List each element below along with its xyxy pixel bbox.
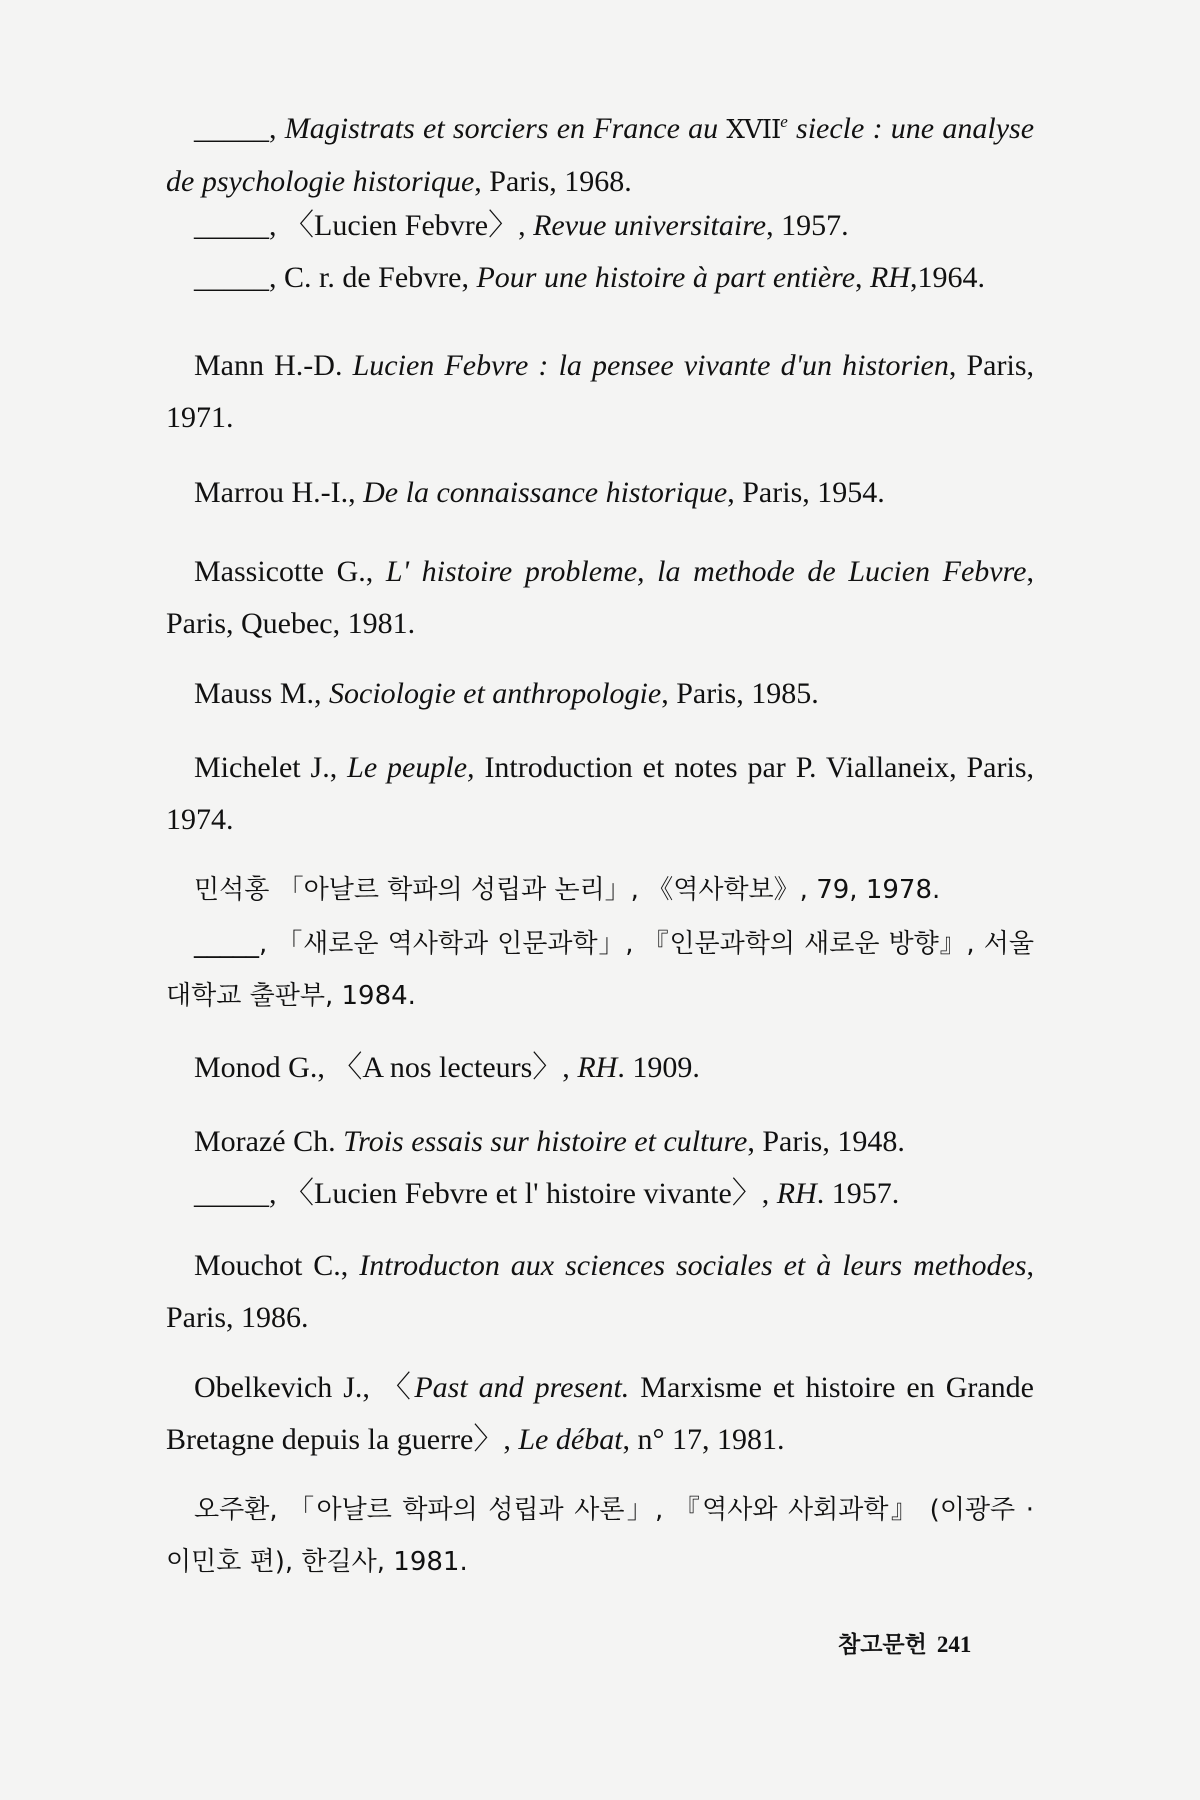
entry-rest: , Paris, Quebec, 1981. bbox=[166, 555, 1034, 640]
bib-entry-oh bbox=[166, 1484, 1034, 1588]
repeat-author-dash: _____ bbox=[194, 261, 269, 294]
bib-entry-mandrou-c: _____, C. r. de Febvre, Pour une histoire à part entière, RH,1964. bbox=[194, 261, 986, 294]
entry-text: 〈Lucien Febvre〉, bbox=[284, 209, 534, 242]
entry-text: 「새로운 역사학과 인문과학」, 『인문과학의 새로운 방향』, 서울대학교 출판부, 1984. bbox=[166, 929, 1034, 1011]
entry-sep: , bbox=[855, 261, 871, 294]
entry-rest: . 1909. bbox=[617, 1051, 700, 1084]
bib-entry-obelkevich bbox=[166, 1362, 1034, 1466]
page-number: 241 bbox=[936, 1632, 972, 1657]
entry-rest: , Paris, 1954. bbox=[727, 476, 885, 509]
repeat-author-dash: _____ bbox=[194, 1177, 269, 1210]
entry-journal: RH bbox=[577, 1051, 618, 1084]
entry-text: 민석홍 「아날르 학파의 성립과 논리」, 《역사학보》, 79, 1978. bbox=[194, 875, 941, 905]
entry-journal: RH bbox=[870, 261, 911, 294]
footer-label: 참고문헌 bbox=[838, 1632, 927, 1658]
entry-journal: Le débat bbox=[518, 1423, 623, 1456]
entry-author: Mouchot C., bbox=[194, 1249, 360, 1282]
bib-entry-moraze-a bbox=[166, 1116, 1034, 1168]
entry-text: C. r. de Febvre, bbox=[284, 261, 477, 294]
entry-title: Magistrats et sorciers en France au bbox=[284, 112, 719, 145]
bib-entry-mann bbox=[166, 340, 1034, 444]
bib-entry-mandrou-b: _____, 〈Lucien Febvre〉, Revue universitaire, 1957. bbox=[194, 209, 849, 242]
entry-title: L' histoire probleme, la methode de Lucien Febvre bbox=[385, 555, 1027, 588]
entry-open-bracket: 〈 bbox=[380, 1371, 415, 1404]
entry-rest: ,1964. bbox=[910, 261, 986, 294]
entry-title: Pour une histoire à part entière bbox=[476, 261, 856, 294]
repeat-author-dash: _____ bbox=[194, 209, 269, 242]
entry-author: Michelet J., bbox=[194, 751, 348, 784]
bib-entry-mauss bbox=[166, 668, 1034, 720]
entry-title: Trois essais sur histoire et culture bbox=[343, 1125, 748, 1158]
entry-title: Past and present. bbox=[414, 1371, 630, 1404]
entry-text: 〈A nos lecteurs〉, bbox=[332, 1051, 578, 1084]
bib-entry-mouchot bbox=[166, 1240, 1034, 1344]
entry-title: Le peuple, bbox=[347, 751, 475, 784]
bib-entry-monod bbox=[166, 1042, 1034, 1094]
entry-rest: , Paris, 1986. bbox=[166, 1249, 1034, 1334]
entry-author: Monod G., bbox=[194, 1051, 333, 1084]
entry-author: Mauss M., bbox=[194, 677, 330, 710]
entry-author: Mann H.-D. bbox=[194, 349, 353, 382]
entry-rest: Introduction et notes par P. Viallaneix, Paris, 1974. bbox=[166, 751, 1034, 836]
entry-title: De la connaissance historique bbox=[363, 476, 728, 509]
repeat-author-dash: _____ bbox=[194, 112, 269, 145]
entry-title: Introducton aux sciences sociales et à leurs methodes bbox=[359, 1249, 1027, 1282]
entry-author: Massicotte G., bbox=[194, 555, 386, 588]
entry-title: Sociologie et anthropologie bbox=[329, 677, 662, 710]
entry-rest: , Paris, 1971. bbox=[166, 349, 1034, 434]
entry-rest: . 1957. bbox=[816, 1177, 900, 1210]
bib-entry-massicotte bbox=[166, 546, 1034, 650]
entry-journal: Revue universitaire bbox=[533, 209, 767, 242]
entry-text: 오주환, 「아날르 학파의 성립과 사론」, 『역사와 사회과학』 (이광주 · 이민호 편), 한길사, 1981. bbox=[166, 1495, 1034, 1577]
entry-text: Marxisme et histoire en Grande Bretagne depuis la guerre〉, bbox=[166, 1371, 1034, 1456]
entry-author: Morazé Ch. bbox=[194, 1125, 344, 1158]
entry-rest: , 1957. bbox=[766, 209, 849, 242]
repeat-author-dash: _____ bbox=[194, 929, 259, 959]
bib-entry-min-a bbox=[166, 864, 1034, 916]
page-footer bbox=[838, 1626, 971, 1659]
entry-rest: , n° 17, 1981. bbox=[622, 1423, 785, 1456]
entry-author: Obelkevich J., bbox=[194, 1371, 381, 1404]
bib-entry-mandrou-a: _____, Magistrats et sorciers en France au XVIIe siecle : une analyse de psychologie historique, Paris, 1968. bbox=[166, 112, 1035, 198]
entry-author: Marrou H.-I., bbox=[194, 476, 364, 509]
century-superscript: e bbox=[780, 112, 788, 131]
bib-entry-marrou bbox=[166, 467, 1034, 519]
century-numeral: XVII bbox=[726, 115, 781, 145]
entry-rest: , Paris, 1948. bbox=[747, 1125, 905, 1158]
bib-entry-michelet bbox=[166, 742, 1034, 846]
entry-rest: , Paris, 1968. bbox=[474, 165, 632, 198]
entry-rest: , Paris, 1985. bbox=[661, 677, 819, 710]
bib-entry-moraze-b: _____, 〈Lucien Febvre et l' histoire vivante〉, RH. 1957. bbox=[194, 1177, 900, 1210]
bib-entry-min-b: _____, 「새로운 역사학과 인문과학」, 『인문과학의 새로운 방향』, 서울대학교 출판부, 1984. bbox=[166, 929, 1034, 1011]
entry-title-cont: siecle : une analyse de psychologie historique bbox=[166, 112, 1035, 198]
entry-journal: RH bbox=[776, 1177, 817, 1210]
entry-title: Lucien Febvre : la pensee vivante d'un historien bbox=[352, 349, 949, 382]
entry-text: 〈Lucien Febvre et l' histoire vivante〉, bbox=[284, 1177, 777, 1210]
